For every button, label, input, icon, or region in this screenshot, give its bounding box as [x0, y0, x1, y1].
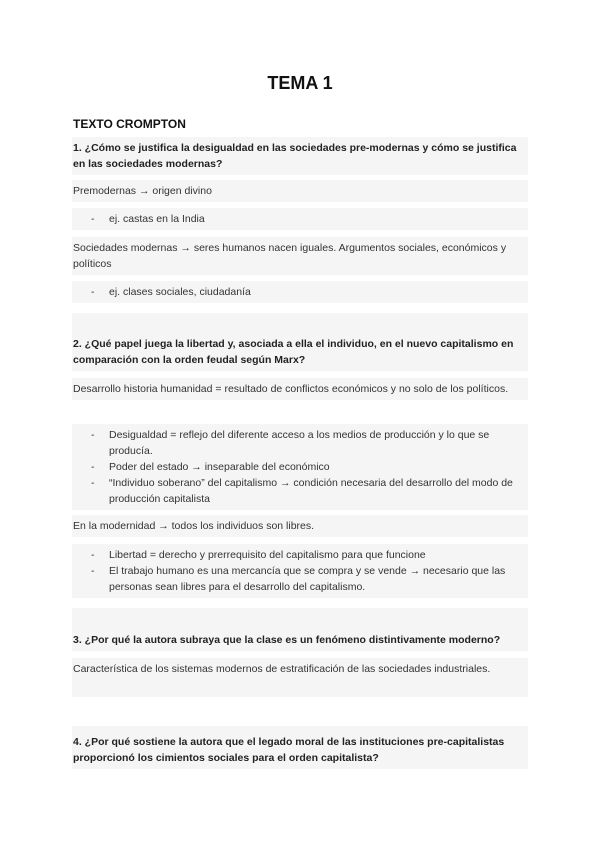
bullet-dash: -	[91, 549, 95, 561]
question-1-block	[72, 137, 528, 175]
bullet-block	[72, 208, 528, 230]
answer-paragraph	[72, 658, 528, 697]
bullet-block	[72, 424, 528, 510]
bullet-text: Libertad = derecho y prerrequisito del capitalismo para que funcione	[109, 549, 426, 561]
q1-bullets-2	[73, 284, 527, 300]
question-1: 1. ¿Cómo se justifica la desigualdad en las sociedades pre-modernas y cómo se justifica en las sociedades modernas?	[73, 142, 517, 170]
list-item	[73, 427, 527, 459]
bullet-text: ej. clases sociales, ciudadanía	[109, 286, 251, 298]
answer-paragraph	[72, 378, 528, 400]
question-4: 4. ¿Por qué sostiene la autora que el legado moral de las instituciones pre-capitalistas proporcionó los cimientos sociales para el orden capitalista?	[73, 736, 505, 764]
bullet-dash: -	[91, 429, 95, 441]
bullet-block	[72, 544, 528, 598]
bullet-dash: -	[91, 213, 95, 225]
section-title: TEXTO CROMPTON	[73, 117, 186, 131]
question-3: 3. ¿Por qué la autora subraya que la clase es un fenómeno distintivamente moderno?	[73, 634, 501, 646]
answer-paragraph	[72, 515, 528, 537]
question-3-block	[72, 608, 528, 651]
question-2: 2. ¿Qué papel juega la libertad y, asociada a ella el individuo, en el nuevo capitalismo en comparación con la orden feudal según Marx?	[73, 338, 514, 366]
list-item	[73, 547, 527, 563]
answer-paragraph	[72, 237, 528, 275]
bullet-text: ej. castas en la India	[109, 213, 205, 225]
q1-bullets-1	[73, 211, 527, 227]
q2-answer-modernidad: En la modernidad → todos los individuos son libres.	[73, 520, 315, 532]
q2-bullets-1	[73, 427, 527, 507]
answer-paragraph	[72, 180, 528, 202]
question-2-block	[72, 313, 528, 371]
bullet-block	[72, 281, 528, 303]
list-item	[73, 459, 527, 475]
bullet-dash: -	[91, 477, 95, 489]
question-4-block	[72, 726, 528, 769]
page-title: TEMA 1	[267, 73, 333, 93]
bullet-text: El trabajo humano es una mercancía que se compra y se vende → necesario que las personas sean libres para el desarrollo del capitalismo.	[109, 565, 506, 593]
q1-answer-modernas: Sociedades modernas → seres humanos nacen iguales. Argumentos sociales, económicos y políticos	[73, 242, 507, 270]
q3-answer: Característica de los sistemas modernos de estratificación de las sociedades industriales.	[73, 663, 491, 675]
q2-bullets-2	[73, 547, 527, 595]
bullet-dash: -	[91, 461, 95, 473]
bullet-text: Desigualdad = reflejo del diferente acceso a los medios de producción y lo que se producía.	[109, 429, 490, 457]
list-item	[73, 475, 527, 507]
list-item	[73, 563, 527, 595]
q1-answer-premodernas: Premodernas → origen divino	[73, 185, 212, 197]
bullet-text: Poder del estado → inseparable del económico	[109, 461, 330, 473]
list-item	[73, 284, 527, 300]
bullet-dash: -	[91, 286, 95, 298]
list-item	[73, 211, 527, 227]
bullet-text: “Individuo soberano” del capitalismo → condición necesaria del desarrollo del modo de producción capitalista	[109, 477, 513, 505]
bullet-dash: -	[91, 565, 95, 577]
q2-answer-desarrollo: Desarrollo historia humanidad = resultado de conflictos económicos y no solo de los políticos.	[73, 383, 509, 395]
